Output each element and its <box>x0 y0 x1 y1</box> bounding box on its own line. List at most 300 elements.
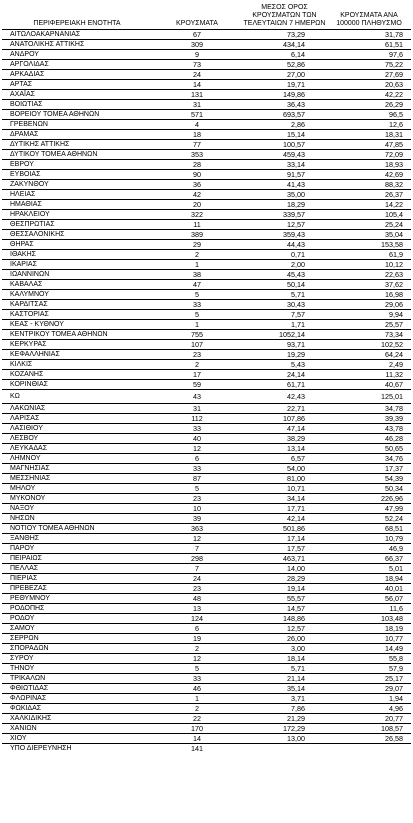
region-cell: ΚΑΡΔΙΤΣΑΣ <box>2 300 152 310</box>
cases-cell: 39 <box>152 514 242 524</box>
table-row <box>2 50 411 60</box>
avg7-cell: 44,43 <box>242 240 327 250</box>
per100k-cell: 27,69 <box>327 70 411 80</box>
cases-cell: 23 <box>152 350 242 360</box>
region-cell: ΘΕΣΠΡΩΤΙΑΣ <box>2 220 152 230</box>
table-row <box>2 554 411 564</box>
cases-cell: 2 <box>152 704 242 714</box>
per100k-cell: 73,34 <box>327 330 411 340</box>
avg7-cell: 459,43 <box>242 150 327 160</box>
table-row <box>2 370 411 380</box>
region-cell: ΡΟΔΟΠΗΣ <box>2 604 152 614</box>
per100k-cell: 56,07 <box>327 594 411 604</box>
header-per100k: ΚΡΟΥΣΜΑΤΑ ΑΝΑ 100000 ΠΛΗΘΥΣΜΟ <box>327 4 411 30</box>
per100k-cell: 31,78 <box>327 30 411 40</box>
per100k-cell: 47,85 <box>327 140 411 150</box>
avg7-cell: 2,86 <box>242 120 327 130</box>
table-row <box>2 644 411 654</box>
avg7-cell: 463,71 <box>242 554 327 564</box>
region-cell: ΦΘΙΩΤΙΔΑΣ <box>2 684 152 694</box>
avg7-cell: 27,00 <box>242 70 327 80</box>
cases-cell: 24 <box>152 70 242 80</box>
avg7-cell: 15,14 <box>242 130 327 140</box>
cases-cell: 31 <box>152 404 242 414</box>
table-row <box>2 330 411 340</box>
table-row <box>2 60 411 70</box>
table-row <box>2 534 411 544</box>
per100k-cell: 10,79 <box>327 534 411 544</box>
table-row <box>2 464 411 474</box>
cases-cell: 7 <box>152 564 242 574</box>
table-row <box>2 380 411 390</box>
avg7-cell: 14,00 <box>242 564 327 574</box>
per100k-cell: 50,65 <box>327 444 411 454</box>
avg7-cell: 54,00 <box>242 464 327 474</box>
per100k-cell: 226,96 <box>327 494 411 504</box>
region-cell: ΖΑΚΥΝΘΟΥ <box>2 180 152 190</box>
region-cell: ΦΛΩΡΙΝΑΣ <box>2 694 152 704</box>
avg7-cell: 61,71 <box>242 380 327 390</box>
avg7-cell: 81,00 <box>242 474 327 484</box>
region-cell: ΘΗΡΑΣ <box>2 240 152 250</box>
table-row <box>2 340 411 350</box>
region-cell: ΜΥΚΟΝΟΥ <box>2 494 152 504</box>
avg7-cell: 3,71 <box>242 694 327 704</box>
avg7-cell: 21,29 <box>242 714 327 724</box>
cases-cell: 571 <box>152 110 242 120</box>
region-cell: ΣΥΡΟΥ <box>2 654 152 664</box>
table-row <box>2 454 411 464</box>
cases-cell: 112 <box>152 414 242 424</box>
cases-cell: 12 <box>152 534 242 544</box>
region-cell: ΙΚΑΡΙΑΣ <box>2 260 152 270</box>
avg7-cell: 35,00 <box>242 190 327 200</box>
avg7-cell: 50,14 <box>242 280 327 290</box>
cases-cell: 29 <box>152 240 242 250</box>
cases-cell: 7 <box>152 544 242 554</box>
per100k-cell: 4,96 <box>327 704 411 714</box>
table-row <box>2 414 411 424</box>
region-cell: ΒΟΡΕΙΟΥ ΤΟΜΕΑ ΑΘΗΝΩΝ <box>2 110 152 120</box>
avg7-cell: 18,14 <box>242 654 327 664</box>
region-cell: ΠΑΡΟΥ <box>2 544 152 554</box>
cases-cell: 389 <box>152 230 242 240</box>
table-row <box>2 734 411 744</box>
cases-cell: 10 <box>152 504 242 514</box>
cases-cell: 36 <box>152 180 242 190</box>
table-row <box>2 694 411 704</box>
region-cell: ΗΡΑΚΛΕΙΟΥ <box>2 210 152 220</box>
per100k-cell: 42,69 <box>327 170 411 180</box>
cases-cell: 11 <box>152 220 242 230</box>
table-row <box>2 624 411 634</box>
region-cell: ΞΑΝΘΗΣ <box>2 534 152 544</box>
per100k-cell: 46,9 <box>327 544 411 554</box>
per100k-cell: 29,06 <box>327 300 411 310</box>
table-row <box>2 664 411 674</box>
header-region: ΠΕΡΙΦΕΡΕΙΑΚΗ ΕΝΟΤΗΤΑ <box>2 4 152 30</box>
per100k-cell: 39,39 <box>327 414 411 424</box>
table-row <box>2 704 411 714</box>
per100k-cell: 61,9 <box>327 250 411 260</box>
region-cell: ΙΘΑΚΗΣ <box>2 250 152 260</box>
cases-cell: 33 <box>152 674 242 684</box>
avg7-cell: 24,14 <box>242 370 327 380</box>
per100k-cell: 1,94 <box>327 694 411 704</box>
table-row <box>2 270 411 280</box>
cases-cell: 90 <box>152 170 242 180</box>
cases-cell: 38 <box>152 270 242 280</box>
region-cell: ΠΙΕΡΙΑΣ <box>2 574 152 584</box>
table-row <box>2 130 411 140</box>
region-cell: ΝΑΞΟΥ <box>2 504 152 514</box>
cases-cell: 13 <box>152 604 242 614</box>
avg7-cell: 148,86 <box>242 614 327 624</box>
table-row <box>2 714 411 724</box>
table-row <box>2 474 411 484</box>
per100k-cell: 22,63 <box>327 270 411 280</box>
cases-cell: 2 <box>152 360 242 370</box>
avg7-cell: 5,71 <box>242 664 327 674</box>
per100k-cell: 61,51 <box>327 40 411 50</box>
per100k-cell: 153,58 <box>327 240 411 250</box>
cases-cell: 107 <box>152 340 242 350</box>
avg7-cell: 14,57 <box>242 604 327 614</box>
avg7-cell: 28,29 <box>242 574 327 584</box>
region-cell: ΧΑΛΚΙΔΙΚΗΣ <box>2 714 152 724</box>
region-cell: ΑΡΚΑΔΙΑΣ <box>2 70 152 80</box>
cases-cell: 87 <box>152 474 242 484</box>
per100k-cell: 25,17 <box>327 674 411 684</box>
table-row <box>2 524 411 534</box>
cases-cell: 22 <box>152 714 242 724</box>
per100k-cell: 18,19 <box>327 624 411 634</box>
cases-cell: 141 <box>191 744 203 753</box>
per100k-cell: 14,49 <box>327 644 411 654</box>
table-row <box>2 724 411 734</box>
region-cell: ΓΡΕΒΕΝΩΝ <box>2 120 152 130</box>
avg7-cell: 26,00 <box>242 634 327 644</box>
avg7-cell: 13,00 <box>242 734 327 744</box>
region-cell: ΚΕΦΑΛΛΗΝΙΑΣ <box>2 350 152 360</box>
table-row <box>2 110 411 120</box>
per100k-cell: 12,6 <box>327 120 411 130</box>
cases-cell: 6 <box>152 454 242 464</box>
cases-cell: 1 <box>152 320 242 330</box>
table-row <box>2 434 411 444</box>
avg7-cell: 52,86 <box>242 60 327 70</box>
avg7-cell: 339,57 <box>242 210 327 220</box>
cases-cell: 131 <box>152 90 242 100</box>
region-cell: ΒΟΙΩΤΙΑΣ <box>2 100 152 110</box>
table-row <box>2 484 411 494</box>
table-row <box>2 30 411 40</box>
cases-cell: 9 <box>152 50 242 60</box>
avg7-cell: 13,14 <box>242 444 327 454</box>
cases-cell: 14 <box>152 734 242 744</box>
region-cell: ΛΑΣΙΘΙΟΥ <box>2 424 152 434</box>
avg7-cell: 0,71 <box>242 250 327 260</box>
avg7-cell: 434,14 <box>242 40 327 50</box>
cases-cell: 6 <box>152 624 242 634</box>
table-row <box>2 280 411 290</box>
per100k-cell: 103,48 <box>327 614 411 624</box>
per100k-cell: 10,12 <box>327 260 411 270</box>
region-cell: ΑΝΔΡΟΥ <box>2 50 152 60</box>
table-row <box>2 674 411 684</box>
region-cell: ΕΥΒΟΙΑΣ <box>2 170 152 180</box>
table-row <box>2 120 411 130</box>
cases-cell: 47 <box>152 280 242 290</box>
per100k-cell: 52,24 <box>327 514 411 524</box>
table-row <box>2 654 411 664</box>
avg7-cell: 21,14 <box>242 674 327 684</box>
cases-cell: 2 <box>152 250 242 260</box>
cases-cell: 19 <box>152 634 242 644</box>
per100k-cell: 50,34 <box>327 484 411 494</box>
cases-cell: 2 <box>152 644 242 654</box>
avg7-cell: 73,29 <box>242 30 327 40</box>
cases-cell: 14 <box>152 80 242 90</box>
avg7-cell: 359,43 <box>242 230 327 240</box>
cases-cell: 18 <box>152 130 242 140</box>
per100k-cell: 14,22 <box>327 200 411 210</box>
avg7-cell: 107,86 <box>242 414 327 424</box>
cases-cell: 5 <box>152 290 242 300</box>
per100k-cell: 54,39 <box>327 474 411 484</box>
avg7-cell: 17,57 <box>242 544 327 554</box>
avg7-cell: 35,14 <box>242 684 327 694</box>
per100k-cell: 18,31 <box>327 130 411 140</box>
region-cell: ΥΠΟ ΔΙΕΡΕΥΝΗΣΗ <box>10 745 72 752</box>
table-row <box>2 100 411 110</box>
table-row <box>2 170 411 180</box>
cases-cell: 5 <box>152 484 242 494</box>
per100k-cell: 37,62 <box>327 280 411 290</box>
per100k-cell: 20,63 <box>327 80 411 90</box>
cases-cell: 43 <box>152 390 242 404</box>
avg7-cell: 5,43 <box>242 360 327 370</box>
region-cell: ΑΝΑΤΟΛΙΚΗΣ ΑΤΤΙΚΗΣ <box>2 40 152 50</box>
cases-cell: 33 <box>152 300 242 310</box>
region-cell: ΛΑΚΩΝΙΑΣ <box>2 404 152 414</box>
table-row <box>2 320 411 330</box>
region-cell: ΑΙΤΩΛΟΑΚΑΡΝΑΝΙΑΣ <box>2 30 152 40</box>
region-cell: ΙΩΑΝΝΙΝΩΝ <box>2 270 152 280</box>
per100k-cell: 40,67 <box>327 380 411 390</box>
table-row <box>2 210 411 220</box>
region-cell: ΠΡΕΒΕΖΑΣ <box>2 584 152 594</box>
table-row <box>2 150 411 160</box>
avg7-cell: 1052,14 <box>242 330 327 340</box>
region-cell: ΝΗΣΩΝ <box>2 514 152 524</box>
per100k-cell: 40,01 <box>327 584 411 594</box>
avg7-cell: 22,71 <box>242 404 327 414</box>
per100k-cell: 75,22 <box>327 60 411 70</box>
per100k-cell: 108,57 <box>327 724 411 734</box>
cases-cell: 353 <box>152 150 242 160</box>
cases-cell: 33 <box>152 424 242 434</box>
region-cell: ΚΟΡΙΝΘΙΑΣ <box>2 380 152 390</box>
table-row <box>2 90 411 100</box>
avg7-cell: 7,57 <box>242 310 327 320</box>
avg7-cell: 19,29 <box>242 350 327 360</box>
region-cell: ΔΡΑΜΑΣ <box>2 130 152 140</box>
per100k-cell: 34,76 <box>327 454 411 464</box>
table-row <box>2 594 411 604</box>
avg7-cell: 7,86 <box>242 704 327 714</box>
avg7-cell: 38,29 <box>242 434 327 444</box>
avg7-cell: 19,14 <box>242 584 327 594</box>
per100k-cell: 11,32 <box>327 370 411 380</box>
avg7-cell <box>242 744 327 754</box>
region-cell: ΣΠΟΡΑΔΩΝ <box>2 644 152 654</box>
per100k-cell: 18,94 <box>327 574 411 584</box>
avg7-cell: 172,29 <box>242 724 327 734</box>
region-cell: ΚΙΛΚΙΣ <box>2 360 152 370</box>
table-row <box>2 584 411 594</box>
avg7-cell: 42,43 <box>242 390 327 404</box>
table-row <box>2 514 411 524</box>
cases-cell: 170 <box>152 724 242 734</box>
cases-cell: 73 <box>152 60 242 70</box>
region-cell: ΡΟΔΟΥ <box>2 614 152 624</box>
per100k-cell: 64,24 <box>327 350 411 360</box>
per100k-cell: 88,32 <box>327 180 411 190</box>
avg7-cell: 5,71 <box>242 290 327 300</box>
table-row <box>2 190 411 200</box>
table-row <box>2 494 411 504</box>
avg7-cell: 45,43 <box>242 270 327 280</box>
header-avg7: ΜΕΣΟΣ ΟΡΟΣ ΚΡΟΥΣΜΑΤΩΝ ΤΩΝ ΤΕΛΕΥΤΑΙΩΝ 7 ΗΜΕΡΩΝ <box>242 4 327 30</box>
region-cell: ΚΕΝΤΡΙΚΟΥ ΤΟΜΕΑ ΑΘΗΝΩΝ <box>2 330 152 340</box>
cases-cell: 1 <box>152 694 242 704</box>
region-cell: ΔΥΤΙΚΟΥ ΤΟΜΕΑ ΑΘΗΝΩΝ <box>2 150 152 160</box>
region-cell: ΦΩΚΙΔΑΣ <box>2 704 152 714</box>
table-row <box>2 310 411 320</box>
region-cell: ΜΗΛΟΥ <box>2 484 152 494</box>
table-row <box>2 230 411 240</box>
table-row <box>2 360 411 370</box>
avg7-cell: 501,86 <box>242 524 327 534</box>
avg7-cell: 12,57 <box>242 220 327 230</box>
table-row <box>2 160 411 170</box>
per100k-cell: 72,09 <box>327 150 411 160</box>
header-cases: ΚΡΟΥΣΜΑΤΑ <box>152 4 242 30</box>
region-cell: ΚΑΣΤΟΡΙΑΣ <box>2 310 152 320</box>
cases-cell: 24 <box>152 574 242 584</box>
avg7-cell: 1,71 <box>242 320 327 330</box>
region-cell: ΕΒΡΟΥ <box>2 160 152 170</box>
region-cell: ΠΕΙΡΑΙΩΣ <box>2 554 152 564</box>
table-row <box>2 250 411 260</box>
avg7-cell: 17,14 <box>242 534 327 544</box>
region-cell: ΧΑΝΙΩΝ <box>2 724 152 734</box>
table-body <box>2 30 411 754</box>
per100k-cell: 105,4 <box>327 210 411 220</box>
per100k-cell: 26,37 <box>327 190 411 200</box>
region-cell: ΛΕΣΒΟΥ <box>2 434 152 444</box>
avg7-cell: 47,14 <box>242 424 327 434</box>
region-cell: ΝΟΤΙΟΥ ΤΟΜΕΑ ΑΘΗΝΩΝ <box>2 524 152 534</box>
cases-cell: 5 <box>152 310 242 320</box>
table-row <box>2 684 411 694</box>
region-cell: ΚΕΑΣ - ΚΥΘΝΟΥ <box>2 320 152 330</box>
avg7-cell: 6,14 <box>242 50 327 60</box>
cases-cell: 67 <box>152 30 242 40</box>
table-row <box>2 140 411 150</box>
avg7-cell: 36,43 <box>242 100 327 110</box>
per100k-cell: 26,29 <box>327 100 411 110</box>
per100k-cell: 102,52 <box>327 340 411 350</box>
region-cell: ΚΑΒΑΛΑΣ <box>2 280 152 290</box>
per100k-cell: 29,07 <box>327 684 411 694</box>
per100k-cell: 35,04 <box>327 230 411 240</box>
per100k-cell: 11,6 <box>327 604 411 614</box>
cases-cell: 17 <box>152 370 242 380</box>
cases-cell: 46 <box>152 684 242 694</box>
avg7-cell: 2,00 <box>242 260 327 270</box>
region-cell: ΑΡΓΟΛΙΔΑΣ <box>2 60 152 70</box>
cases-cell: 309 <box>152 40 242 50</box>
per100k-cell: 43,78 <box>327 424 411 434</box>
cases-cell: 20 <box>152 200 242 210</box>
cases-cell: 363 <box>152 524 242 534</box>
cases-cell: 322 <box>152 210 242 220</box>
avg7-cell: 41,43 <box>242 180 327 190</box>
cases-cell: 298 <box>152 554 242 564</box>
region-cell: ΤΡΙΚΑΛΩΝ <box>2 674 152 684</box>
table-row <box>2 564 411 574</box>
region-cell: ΔΥΤΙΚΗΣ ΑΤΤΙΚΗΣ <box>2 140 152 150</box>
table-row <box>2 634 411 644</box>
table-row <box>2 424 411 434</box>
table-row <box>2 504 411 514</box>
per100k-cell: 5,01 <box>327 564 411 574</box>
per100k-cell: 55,8 <box>327 654 411 664</box>
region-cell: ΜΕΣΣΗΝΙΑΣ <box>2 474 152 484</box>
avg7-cell: 55,57 <box>242 594 327 604</box>
avg7-cell: 149,86 <box>242 90 327 100</box>
region-cell: ΚΑΛΥΜΝΟΥ <box>2 290 152 300</box>
cases-cell: 23 <box>152 494 242 504</box>
cases-cell: 4 <box>152 120 242 130</box>
table-row <box>2 404 411 414</box>
region-cell: ΚΕΡΚΥΡΑΣ <box>2 340 152 350</box>
table-row <box>2 300 411 310</box>
table-row <box>2 200 411 210</box>
cases-cell: 1 <box>152 260 242 270</box>
region-cell: ΣΑΜΟΥ <box>2 624 152 634</box>
cases-cell: 12 <box>152 654 242 664</box>
avg7-cell: 42,14 <box>242 514 327 524</box>
table-row <box>2 444 411 454</box>
table-row <box>2 220 411 230</box>
avg7-cell: 3,00 <box>242 644 327 654</box>
table-row <box>2 240 411 250</box>
cases-table <box>2 4 411 753</box>
table-row <box>2 574 411 584</box>
avg7-cell: 30,43 <box>242 300 327 310</box>
region-cell: ΑΡΤΑΣ <box>2 80 152 90</box>
per100k-cell: 34,78 <box>327 404 411 414</box>
avg7-cell: 17,71 <box>242 504 327 514</box>
table-row <box>2 260 411 270</box>
per100k-cell <box>327 744 411 754</box>
per100k-cell: 10,77 <box>327 634 411 644</box>
cases-cell: 59 <box>152 380 242 390</box>
avg7-cell: 10,71 <box>242 484 327 494</box>
